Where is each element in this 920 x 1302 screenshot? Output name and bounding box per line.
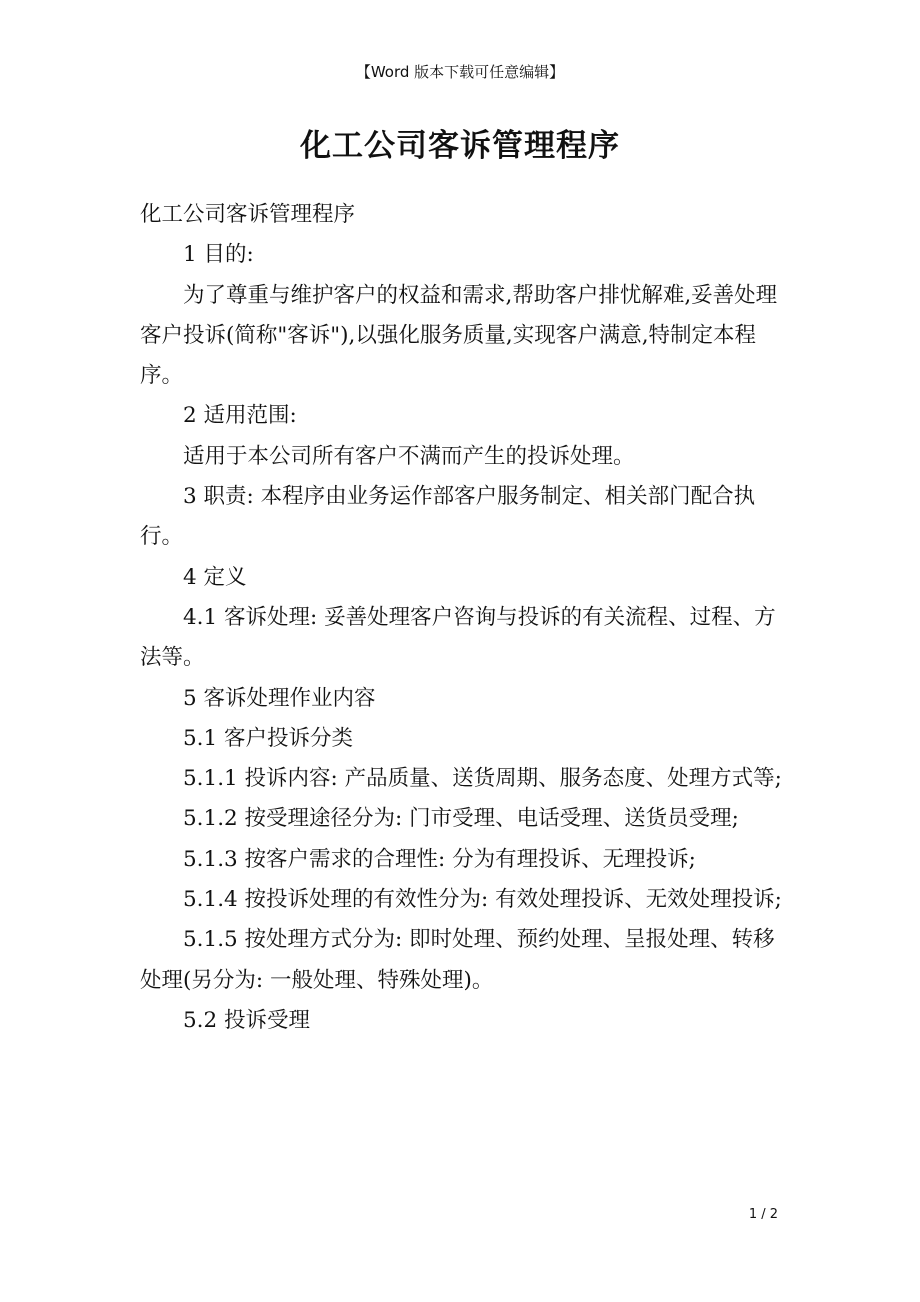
paragraph-heading-definition: 4 定义 — [183, 564, 247, 590]
paragraph-purpose: 为了尊重与维护客户的权益和需求,帮助客户排忧解难,妥善处理客户投诉(简称"客诉"),以强化服务质量,实现客户满意,特制定本程序。 — [140, 282, 778, 389]
paragraph-responsibility: 3 职责: 本程序由业务运作部客户服务制定、相关部门配合执行。 — [140, 484, 756, 550]
paragraph-item-5-1-3: 5.1.3 按客户需求的合理性: 分为有理投诉、无理投诉; — [183, 846, 696, 872]
paragraph-item-5-1-4: 5.1.4 按投诉处理的有效性分为: 有效处理投诉、无效处理投诉; — [183, 887, 782, 913]
paragraph-scope: 适用于本公司所有客户不满而产生的投诉处理。 — [183, 443, 635, 469]
paragraph-heading-classification: 5.1 客户投诉分类 — [183, 725, 354, 751]
paragraph-definition: 4.1 客诉处理: 妥善处理客户咨询与投诉的有关流程、过程、方法等。 — [140, 604, 776, 671]
paragraph-heading-purpose: 1 目的: — [183, 242, 254, 268]
paragraph-heading-content: 5 客诉处理作业内容 — [183, 685, 376, 711]
paragraph-item-5-1-2: 5.1.2 按受理途径分为: 门市受理、电话受理、送货员受理; — [183, 806, 739, 832]
paragraph-heading-acceptance: 5.2 投诉受理 — [183, 1007, 311, 1033]
document-body — [140, 195, 790, 1041]
document-title: 化工公司客诉管理程序 — [300, 128, 620, 164]
paragraph-item-5-1-5: 5.1.5 按处理方式分为: 即时处理、预约处理、呈报处理、转移处理(另分为: 一般处理、特殊处理)。 — [140, 927, 775, 993]
download-note: 【Word 版本下载可任意编辑】 — [355, 63, 565, 81]
paragraph-subtitle: 化工公司客诉管理程序 — [140, 202, 356, 227]
paragraph-heading-scope: 2 适用范围: — [183, 403, 297, 429]
page-number: 1 / 2 — [748, 1207, 778, 1222]
paragraph-item-5-1-1: 5.1.1 投诉内容: 产品质量、送货周期、服务态度、处理方式等; — [183, 766, 782, 792]
